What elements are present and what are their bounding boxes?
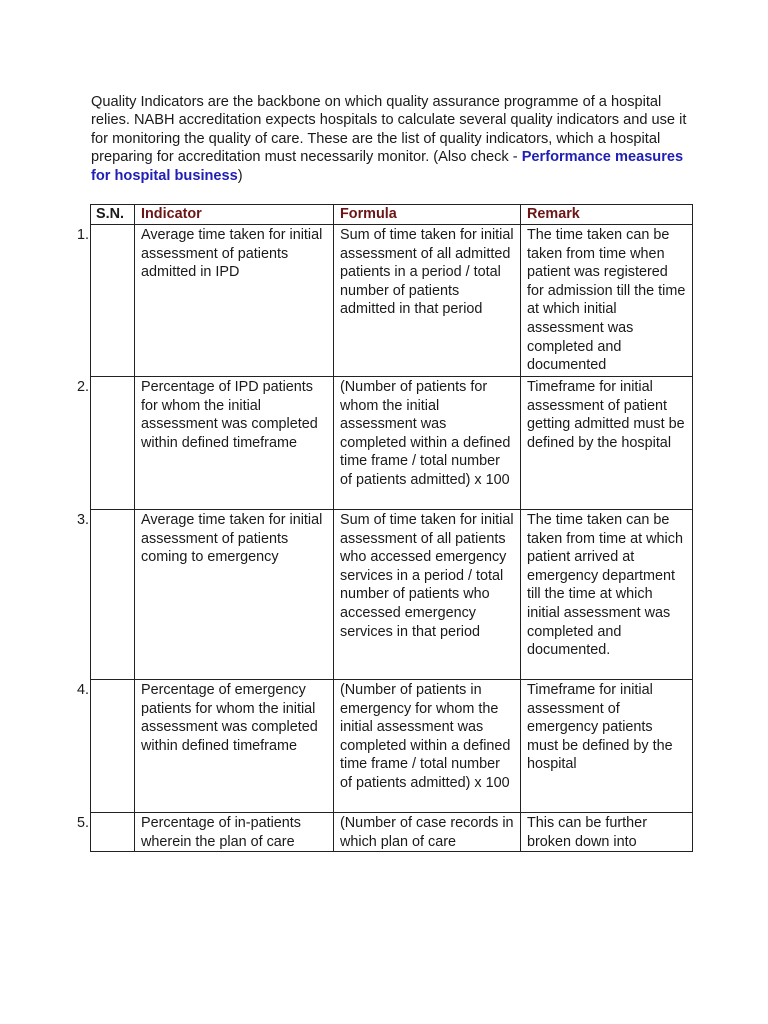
- remark-cell: The time taken can be taken from time when patient was registered for admission till the time at which initial assessment was completed and documented: [521, 225, 693, 377]
- remark-cell: Timeframe for initial assessment of emergency patients must be defined by the hospital: [521, 680, 693, 813]
- indicator-cell: Percentage of in-patients wherein the plan of care: [135, 813, 334, 852]
- row-number: 2.: [76, 379, 89, 395]
- row-number: 1.: [76, 227, 89, 243]
- formula-cell: (Number of case records in which plan of care: [334, 813, 521, 852]
- sn-cell: [76, 813, 135, 852]
- formula-cell: (Number of patients for whom the initial assessment was completed within a defined time frame / total number of patients admitted) x 100: [334, 377, 521, 510]
- quality-indicators-table: [76, 204, 693, 852]
- table-row: [91, 813, 693, 852]
- sn-cell: [76, 225, 135, 377]
- table-header-row: [91, 205, 693, 225]
- row-number: 5.: [76, 815, 89, 831]
- sn-cell: [76, 510, 135, 680]
- table-row: [91, 680, 693, 813]
- performance-measures-link[interactable]: Performance measures for hospital business: [91, 149, 684, 184]
- header-formula: Formula: [334, 205, 521, 225]
- remark-cell: The time taken can be taken from time at which patient arrived at emergency department till the time at which initial assessment was completed and documented.: [521, 510, 693, 680]
- header-remark: Remark: [521, 205, 693, 225]
- row-number: 3.: [76, 512, 89, 528]
- intro-close-paren: ): [237, 167, 243, 184]
- indicator-cell: Average time taken for initial assessment of patients coming to emergency: [135, 510, 334, 680]
- remark-cell: Timeframe for initial assessment of patient getting admitted must be defined by the hospital: [521, 377, 693, 510]
- table-row: [91, 225, 693, 377]
- intro-text: Quality Indicators are the backbone on which quality assurance programme of a hospital relies. NABH accreditation expects hospitals to calculate several quality indicators and use it for monitoring the quality of care. These are the list of quality indicators, which a hospital preparing for accreditation must necessarily monitor. (Also check -: [91, 94, 687, 166]
- indicator-cell: Percentage of emergency patients for whom the initial assessment was completed within defined timeframe: [135, 680, 334, 813]
- formula-cell: (Number of patients in emergency for whom the initial assessment was completed within a defined time frame / total number of patients admitted) x 100: [334, 680, 521, 813]
- header-indicator: Indicator: [135, 205, 334, 225]
- sn-cell: [76, 680, 135, 813]
- indicator-cell: Percentage of IPD patients for whom the initial assessment was completed within defined timeframe: [135, 377, 334, 510]
- remark-cell: This can be further broken down into: [521, 813, 693, 852]
- header-sn: S.N.: [91, 205, 135, 225]
- formula-cell: Sum of time taken for initial assessment of all admitted patients in a period / total number of patients admitted in that period: [334, 225, 521, 377]
- table-row: [91, 377, 693, 510]
- formula-cell: Sum of time taken for initial assessment of all patients who accessed emergency services in a period / total number of patients who accessed emergency services in that period: [334, 510, 521, 680]
- indicator-cell: Average time taken for initial assessment of patients admitted in IPD: [135, 225, 334, 377]
- table-row: [91, 510, 693, 680]
- sn-cell: [76, 377, 135, 510]
- row-number: 4.: [76, 682, 89, 698]
- intro-paragraph: [91, 93, 691, 185]
